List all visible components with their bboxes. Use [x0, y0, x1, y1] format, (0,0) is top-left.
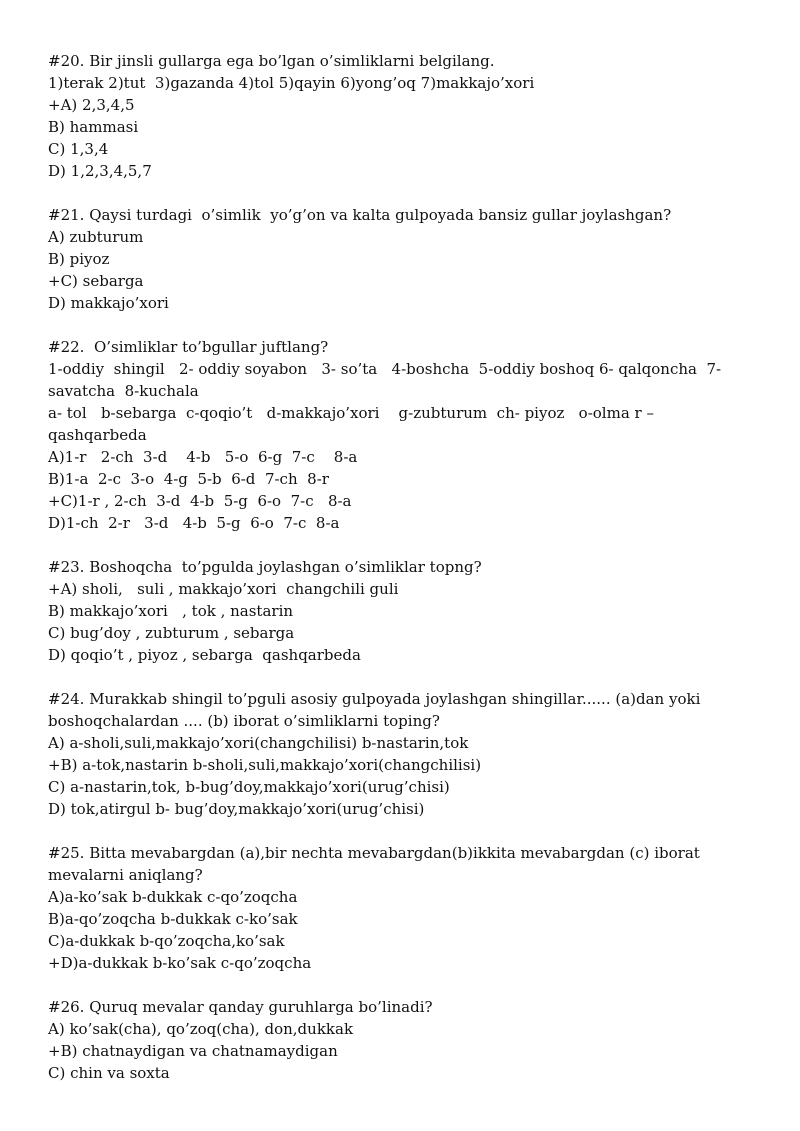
- answer-line: B) piyoz: [48, 250, 110, 268]
- question-text: #21. Qaysi turdagi o’simlik yo’g’on va kalta gulpoyada bansiz gullar joylashgan?: [48, 206, 672, 224]
- answer-line: 1)terak 2)tut 3)gazanda 4)tol 5)qayin 6)yong’oq 7)makkajo’xori: [48, 74, 535, 92]
- answer-line: A) ko’sak(cha), qo’zoq(cha), don,dukkak: [48, 1020, 354, 1038]
- question-block: [48, 842, 748, 974]
- question-text: #20. Bir jinsli gullarga ega bo’lgan o’simliklarni belgilang.: [48, 52, 495, 70]
- answer-line: C) a-nastarin,tok, b-bug’doy,makkajo’xori(urug’chisi): [48, 778, 450, 796]
- answer-line: +D)a-dukkak b-ko’sak c-qo’zoqcha: [48, 954, 312, 972]
- answer-line: savatcha 8-kuchala: [48, 382, 199, 400]
- question-block: [48, 996, 748, 1084]
- question-block: [48, 688, 748, 820]
- answer-line: +C)1-r , 2-ch 3-d 4-b 5-g 6-o 7-c 8-a: [48, 492, 352, 510]
- question-text: #23. Boshoqcha to’pgulda joylashgan o’simliklar topng?: [48, 558, 482, 576]
- document-page: [48, 50, 748, 1106]
- answer-line: B)1-a 2-c 3-o 4-g 5-b 6-d 7-ch 8-r: [48, 470, 329, 488]
- question-text: #22. O’simliklar to’bgullar juftlang?: [48, 338, 329, 356]
- answer-line: A)a-ko’sak b-dukkak c-qo’zoqcha: [48, 888, 298, 906]
- answer-line: B)a-qo’zoqcha b-dukkak c-ko’sak: [48, 910, 298, 928]
- question-block: [48, 556, 748, 666]
- answer-line: A) a-sholi,suli,makkajo’xori(changchilisi) b-nastarin,tok: [48, 734, 469, 752]
- question-block: [48, 50, 748, 182]
- answer-line: C) 1,3,4: [48, 140, 109, 158]
- answer-line: D)1-ch 2-r 3-d 4-b 5-g 6-o 7-c 8-a: [48, 514, 340, 532]
- answer-line: boshoqchalardan .... (b) iborat o’simliklarni toping?: [48, 712, 440, 730]
- answer-line: +A) sholi, suli , makkajo’xori changchili guli: [48, 580, 399, 598]
- answer-line: C) chin va soxta: [48, 1064, 170, 1082]
- question-text: #25. Bitta mevabargdan (a),bir nechta mevabargdan(b)ikkita mevabargdan (c) iborat: [48, 844, 700, 862]
- answer-line: D) qoqio’t , piyoz , sebarga qashqarbeda: [48, 646, 361, 664]
- answer-line: mevalarni aniqlang?: [48, 866, 203, 884]
- answer-line: B) hammasi: [48, 118, 139, 136]
- answer-line: A)1-r 2-ch 3-d 4-b 5-o 6-g 7-c 8-a: [48, 448, 358, 466]
- answer-line: D) makkajo’xori: [48, 294, 169, 312]
- answer-line: +B) chatnaydigan va chatnamaydigan: [48, 1042, 338, 1060]
- answer-line: +C) sebarga: [48, 272, 144, 290]
- answer-line: A) zubturum: [48, 228, 144, 246]
- answer-line: a- tol b-sebarga c-qoqio’t d-makkajo’xori g-zubturum ch- piyoz o-olma r –: [48, 404, 654, 422]
- answer-line: +A) 2,3,4,5: [48, 96, 135, 114]
- answer-line: B) makkajo’xori , tok , nastarin: [48, 602, 294, 620]
- question-text: #24. Murakkab shingil to’pguli asosiy gulpoyada joylashgan shingillar...... (a)dan yoki: [48, 690, 701, 708]
- answer-line: D) tok,atirgul b- bug’doy,makkajo’xori(urug’chisi): [48, 800, 425, 818]
- question-block: [48, 336, 748, 534]
- question-block: [48, 204, 748, 314]
- answer-line: 1-oddiy shingil 2- oddiy soyabon 3- so’ta 4-boshcha 5-oddiy boshoq 6- qalqoncha 7-: [48, 360, 722, 378]
- answer-line: +B) a-tok,nastarin b-sholi,suli,makkajo’xori(changchilisi): [48, 756, 482, 774]
- answer-line: C)a-dukkak b-qo’zoqcha,ko’sak: [48, 932, 285, 950]
- answer-line: qashqarbeda: [48, 426, 147, 444]
- answer-line: C) bug’doy , zubturum , sebarga: [48, 624, 295, 642]
- question-text: #26. Quruq mevalar qanday guruhlarga bo’linadi?: [48, 998, 433, 1016]
- answer-line: D) 1,2,3,4,5,7: [48, 162, 152, 180]
